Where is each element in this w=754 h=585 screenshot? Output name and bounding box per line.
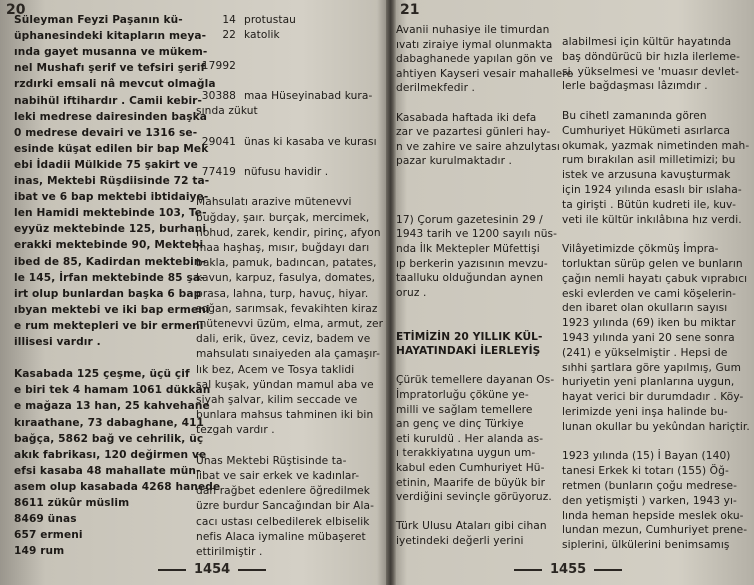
text-line: baş döndürücü bir hızla ilerleme- [562, 50, 741, 63]
text-line: n ve zahire ve saire ahzulytası [396, 140, 560, 153]
line-number-value: 22 [222, 29, 236, 42]
text-line: leki medrese dairesinden başka [14, 110, 208, 123]
text-line [196, 470, 359, 483]
text-line: verdiğini sevinçle görüyoruz. [396, 491, 552, 504]
line-text: prasa, lahna, turp, havuç, hiyar. [196, 287, 369, 300]
text-line: rzdırki emsali nâ mevcut olmağla [14, 78, 216, 91]
text-line: 8469 ünas [14, 513, 77, 526]
text-line: 8611 zükûr müslim [14, 497, 130, 509]
line-number-value: 30388 [201, 90, 236, 102]
line-text: sında zükut [196, 105, 258, 118]
text-line: efsi kasaba 48 mahallate mün- [14, 464, 201, 477]
text-line [196, 409, 373, 422]
line-number-value: 29041 [201, 135, 236, 148]
text-line: an genç ve dinç Türkiye [396, 418, 524, 431]
text-line: eski evlerden ve cami köşelerin- [562, 287, 737, 300]
line-text: libat ve sair erkek ve kadınlar- [196, 470, 360, 482]
text-line: illisesi vardır . [14, 336, 101, 348]
text-line: lında heman hepside meslek oku- [562, 509, 744, 522]
text-line [196, 212, 369, 225]
line-text: lık bez, Acem ve Tosya taklidi [196, 363, 355, 376]
text-line: 1943 tarih ve 1200 sayılı nüs- [396, 228, 558, 241]
text-line: pazar kurulmaktadır . [396, 155, 512, 168]
text-line [196, 60, 244, 73]
text-line [196, 500, 374, 513]
text-line: siplerini, ülkülerini benimsamış [562, 539, 730, 552]
text-line: veti ile kültür inkılâbına hız verdi. [562, 213, 742, 226]
line-text: soğan, sarımsak, fevakihten kiraz [196, 302, 378, 315]
text-line: bağça, 5862 bağ ve cehrilik, üç [14, 432, 204, 445]
text-line: den yetişmişti ) varken, 1943 yı- [562, 494, 737, 507]
text-line: 657 ermeni [14, 529, 83, 542]
text-line: eti kuruldü . Her alanda as- [396, 432, 544, 445]
text-line: hayat verici bir durumdadır . Köy- [562, 391, 744, 404]
text-line [196, 348, 380, 361]
text-line: sıhhi şartlara göre yapılmış, Gum [562, 361, 742, 374]
line-text: nüfusu havidir . [244, 166, 329, 178]
line-text: maa haşhaş, mısır, buğdayı darı [196, 242, 370, 254]
line-text: şal kuşak, yündan mamul aba ve [196, 378, 374, 391]
text-line [196, 531, 366, 544]
text-line: den ibaret olan okulların sayısı [562, 302, 728, 315]
text-line [196, 196, 352, 209]
line-text: mahsulatı sınaiyeden ala çamaşır- [196, 348, 381, 361]
text-line: rum bırakılan asil milletimizi; bu [562, 154, 736, 167]
text-line: 1923 yılında (15) İ Bayan (140) [562, 450, 731, 463]
text-line: ıbyan mektebi ve iki bap ermeni [14, 303, 210, 316]
text-line: zar ve pazartesi günleri hay- [396, 126, 551, 139]
text-line [196, 105, 258, 118]
text-line: dabaghanede yapılan gön ve [396, 53, 553, 66]
text-line: e rum mektepleri ve bir ermeni [14, 319, 204, 332]
text-line: 1923 yılında (69) iken bu miktar [562, 317, 736, 330]
text-line: retmen (bunların çoğu medrese- [562, 480, 737, 492]
text-line: Kasabada haftada iki defa [396, 111, 537, 124]
text-line: torluktan sürüp gelen ve bunların [562, 258, 743, 270]
footer-dash [158, 569, 186, 571]
line-text: ettirilmiştir . [196, 546, 263, 558]
text-line: lerle bağdaşması lâzımdır . [562, 80, 708, 93]
text-line [196, 364, 354, 377]
line-text: tezgah vardır . [196, 424, 275, 437]
footer-dash [594, 569, 622, 571]
text-line: asem olup kasabada 4268 hanede [14, 480, 221, 493]
line-text: cacı ustası celbedilerek elbiselik [196, 515, 370, 528]
text-line [196, 379, 374, 392]
text-line: taalluku olduğundan aynen [396, 272, 544, 285]
text-line: lerimizde yeni inşa halinde bu- [562, 406, 728, 418]
text-line: e mağaza 13 han, 25 kahvehane [14, 400, 210, 413]
text-line: huriyetin yeni planlarına uygun, [562, 376, 735, 389]
text-line: okumak, yazmak nimetinden mah- [562, 139, 750, 152]
line-text: buğday, şaır. burçak, mercimek, [196, 211, 370, 224]
text-line [196, 136, 377, 149]
right-page [392, 0, 754, 585]
text-line: HAYATINDAKİ İLERLEYİŞ [396, 345, 541, 358]
text-line [196, 546, 262, 559]
line-text: Mahsulatı arazive mütenevvi [196, 196, 352, 209]
text-line: esinde küşat edilen bir bap Mek [14, 142, 209, 155]
text-line: derilmekfedir . [396, 82, 475, 95]
text-line: üphanesindeki kitapların meya- [14, 30, 207, 43]
text-line: ETİMİZİN 20 YILLIK KÜL- [396, 330, 543, 343]
footer-dash [238, 569, 266, 571]
right-page-footer [506, 562, 630, 577]
text-line: için 1924 yılında esaslı bir ıslaha- [562, 184, 742, 196]
text-line: nda İlk Mektepler Müfettişi [396, 243, 540, 255]
text-line: e biri tek 4 hamam 1061 dükkân [14, 384, 211, 397]
text-line: (241) e yükselmiştir . Hepsi de [562, 346, 728, 359]
text-line [196, 424, 275, 437]
text-line: Cumhuriyet Hükümeti asırlarca [562, 124, 731, 137]
right-page-number: 21 [400, 2, 420, 18]
text-line: oruz . [396, 286, 427, 299]
text-line: ebi İdadii Mülkide 75 şakirt ve [14, 158, 198, 171]
text-line [196, 227, 381, 240]
left-page-footer [150, 562, 274, 577]
text-line: nel Mushafı şerif ve tefsiri şerif [14, 62, 206, 75]
line-text: siyah şalvar, kilim seccade ve [196, 394, 358, 406]
text-line: irt olup bunlardan başka 6 bap [14, 287, 202, 300]
text-line: kıraathane, 73 dabaghane, 411 [14, 416, 205, 429]
text-line [196, 485, 370, 498]
text-line: nabihül iftihardır . Camii kebir- [14, 94, 202, 107]
text-line: Vilâyetimizde çökmüş İmpra- [562, 243, 719, 256]
text-line [196, 394, 357, 407]
text-line [196, 455, 347, 468]
text-line: inas, Mektebi Rüşdiisinde 72 ta- [14, 175, 210, 187]
text-line [196, 90, 372, 103]
text-line: istek ve arzusuna kavuşturmak [562, 169, 731, 182]
text-line: ıp berkerin yazısının mevzu- [396, 257, 548, 270]
text-line [196, 333, 370, 346]
line-text: protustau [244, 14, 296, 26]
text-line: 17) Çorum gazetesinin 29 / [396, 213, 543, 226]
line-text: ünas ki kasaba ve kurası [244, 135, 377, 148]
text-line: Kasabada 125 çeşme, üçü çif [14, 368, 190, 381]
line-number-value: 77419 [201, 166, 236, 178]
footer-dash [514, 569, 542, 571]
text-line: 0 medrese devairi ve 1316 se- [14, 126, 198, 139]
line-text: bunlara mahsus tahminen iki bin [196, 409, 374, 422]
text-line: tanesi Erkek ki totarı (155) Öğ- [562, 465, 729, 478]
line-text: mütenevvi üzüm, elma, armut, zer [196, 318, 384, 330]
text-line: ı terakkiyatına uygun um- [396, 447, 536, 460]
text-line: si, yükselmesi ve 'muasır devlet- [562, 65, 739, 78]
text-line: akık fabrikası, 120 değirmen ve [14, 448, 207, 461]
line-text: nohud, zarek, kendir, pirinç, afyon [196, 226, 381, 239]
text-line: erakki mektebinde 90, Mektebi [14, 239, 204, 252]
text-line [196, 257, 377, 270]
text-line: le 145, İrfan mektebinde 85 şa- [14, 271, 205, 284]
line-text: katolik [244, 29, 280, 42]
text-line: kabul eden Cumhuriyet Hü- [396, 462, 545, 474]
text-line [196, 242, 369, 255]
text-line: ta girişti . Bütün kudreti ile, kuv- [562, 198, 737, 211]
line-text: maa Hüseyinabad kura- [244, 90, 373, 102]
line-text: nefis Alaca iymaline mübaşeret [196, 530, 366, 543]
text-line: Çürük temellere dayanan Os- [396, 374, 555, 387]
text-line: 1943 yılında yani 20 sene sonra [562, 332, 735, 344]
text-line: Türk Ulusu Ataları gibi cihan [396, 520, 547, 533]
text-line: milli ve sağlam temellere [396, 403, 533, 416]
text-line: ıvatı ziraiye iymal olunmakta [396, 38, 553, 51]
text-line: ibat ve 6 bap mektebi ibtidaiye- [14, 191, 209, 204]
text-line: etinin, Maarife de büyük bir [396, 476, 546, 489]
text-line: İmpratorluğu çöküne ye- [396, 389, 529, 401]
text-line: alabilmesi için kültür hayatında [562, 36, 732, 48]
text-line: eyyüz mektebinde 125, burhani [14, 223, 207, 236]
text-line [196, 14, 296, 27]
text-line: ında gayet musanna ve mükem- [14, 46, 208, 59]
text-line: 149 rum [14, 545, 65, 558]
text-line: ibed de 85, Kadirdan mektebin- [14, 255, 207, 268]
right-footer-number: 1455 [550, 562, 587, 577]
text-line [196, 29, 280, 42]
line-number-value: 17992 [201, 59, 236, 72]
text-line: lundan mezun, Cumhuriyet prene- [562, 524, 748, 537]
line-text: bakla, pamuk, badıncan, patates, [196, 257, 377, 270]
line-number-value: 14 [222, 14, 236, 26]
line-text: Ünas Mektebi Rüştisinde ta- [196, 454, 347, 467]
text-line: Süleyman Feyzi Paşanın kü- [14, 14, 183, 26]
text-line: ahtiyen Kayseri vesair mahallere [396, 67, 574, 80]
left-page-number: 20 [6, 2, 26, 18]
line-text: dali, erik, üvez, ceviz, badem ve [196, 333, 371, 346]
text-line: çağın nemli hayatı çabuk vıprabıcı [562, 272, 748, 285]
text-line: len Hamidi mektebinde 103, Te- [14, 207, 207, 220]
text-line: iyetindeki değerli yerini [396, 535, 524, 547]
text-line [196, 318, 383, 331]
line-text: dan rağbet edenlere öğredilmek [196, 485, 371, 498]
line-text: üzre burdur Sancağından bir Ala- [196, 500, 375, 513]
left-footer-number: 1454 [194, 562, 231, 577]
text-line [196, 166, 328, 179]
text-line: lunan okullar bu yekûndan hariçtir. [562, 420, 750, 433]
text-line: Avanii nuhasiye ile timurdan [396, 24, 550, 36]
text-line [196, 288, 368, 301]
line-text: kavun, karpuz, fasulya, domates, [196, 272, 376, 285]
text-line [196, 516, 370, 529]
text-line [196, 272, 375, 285]
text-line [196, 303, 378, 316]
text-line: Bu cihetl zamanında gören [562, 110, 707, 122]
